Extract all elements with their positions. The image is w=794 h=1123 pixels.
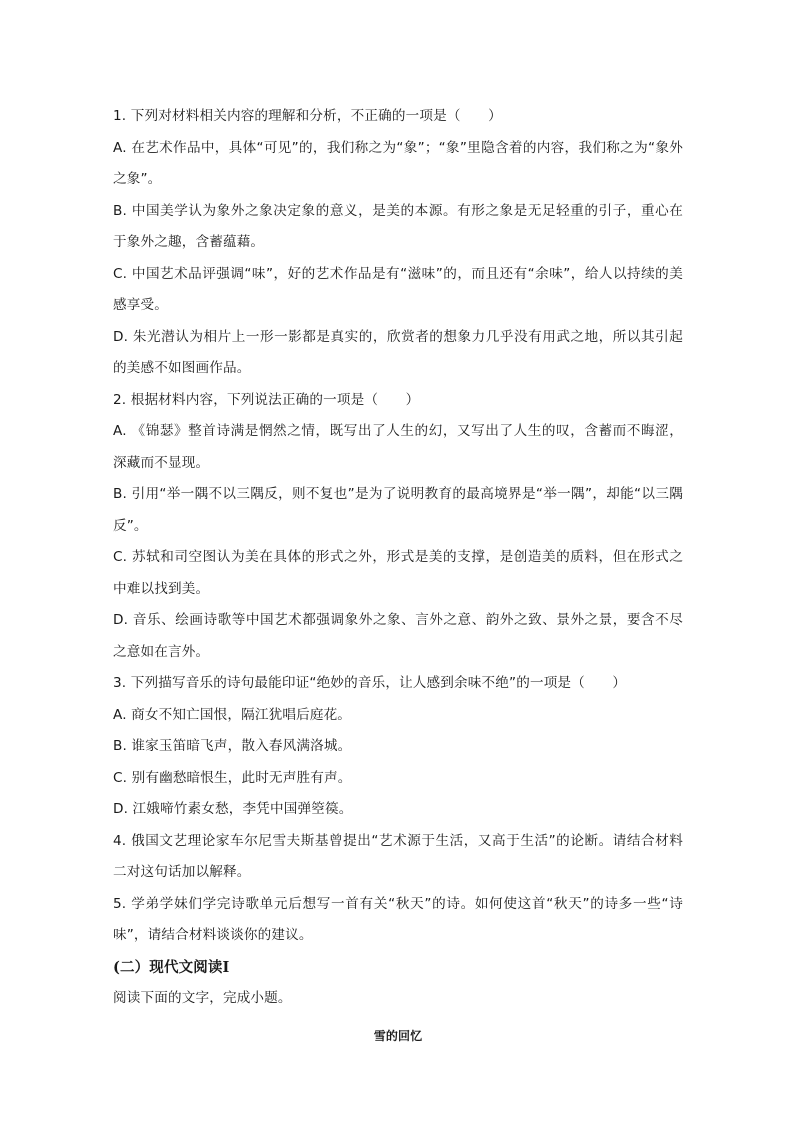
q2-option-c-line-1: C. 苏轼和司空图认为美在具体的形式之外，形式是美的支撑，是创造美的质料，但在形式之 xyxy=(113,549,683,565)
q3-option-d: D. 江娥啼竹素女愁，李凭中国弹箜篌。 xyxy=(113,801,353,817)
q1-option-b-line-2: 于象外之趣，含蓄蕴藉。 xyxy=(113,234,265,250)
q2-option-b-line-2: 反”。 xyxy=(113,517,148,534)
q2-option-a-line-1: A. 《锦瑟》整首诗满是惘然之情，既写出了人生的幻，又写出了人生的叹，含蓄而不晦涩， xyxy=(113,423,683,439)
q3-option-a: A. 商女不知亡国恨，隔江犹唱后庭花。 xyxy=(113,706,352,723)
q1-option-a-line-1: A. 在艺术作品中，具体“可见”的，我们称之为“象”；“象”里隐含着的内容，我们称之为“象外 xyxy=(113,139,683,156)
article-title: 雪的回忆 xyxy=(373,1028,423,1043)
q4-stem-line-2: 二对这句话加以解释。 xyxy=(113,864,251,880)
reading-instruction: 阅读下面的文字，完成小题。 xyxy=(113,990,292,1006)
q1-option-d-line-2: 的美感不如图画作品。 xyxy=(113,360,251,376)
q5-stem-line-2: 味”，请结合材料谈谈你的建议。 xyxy=(113,927,313,943)
q3-option-c: C. 别有幽愁暗恨生，此时无声胜有声。 xyxy=(113,769,352,786)
q3-stem-line-1: 3. 下列描写音乐的诗句最能印证“绝妙的音乐，让人感到余味不绝”的一项是（ ） xyxy=(113,675,627,691)
q1-stem-line-1: 1. 下列对材料相关内容的理解和分析，不正确的一项是（ ） xyxy=(113,108,502,124)
q5-stem-line-1: 5. 学弟学妹们学完诗歌单元后想写一首有关“秋天”的诗。如何使这首“秋天”的诗多一些“诗 xyxy=(113,895,683,912)
q2-option-d-line-1: D. 音乐、绘画诗歌等中国艺术都强调象外之象、言外之意、韵外之致、景外之景，要含不尽 xyxy=(113,612,683,628)
q2-stem-line-1: 2. 根据材料内容，下列说法正确的一项是（ ） xyxy=(113,391,420,408)
question-content xyxy=(113,101,683,1052)
q2-option-a-line-2: 深藏而不显现。 xyxy=(113,454,210,471)
q2-option-d-line-2: 之意如在言外。 xyxy=(113,643,210,660)
q1-option-a-line-2: 之象”。 xyxy=(113,171,162,187)
q2-option-c-line-2: 中难以找到美。 xyxy=(113,580,210,597)
q1-option-c-line-1: C. 中国艺术品评强调“味”，好的艺术作品是有“滋味”的，而且还有“余味”，给人以持续的美 xyxy=(113,265,683,282)
q1-option-c-line-2: 感享受。 xyxy=(113,297,168,313)
q1-option-b-line-1: B. 中国美学认为象外之象决定象的意义，是美的本源。有形之象是无足轻重的引子，重心在 xyxy=(113,202,683,219)
q4-stem-line-1: 4. 俄国文艺理论家车尔尼雪夫斯基曾提出“艺术源于生活，又高于生活”的论断。请结合材料 xyxy=(113,832,683,849)
q1-option-d-line-1: D. 朱光潜认为相片上一形一影都是真实的，欣赏者的想象力几乎没有用武之地，所以其引起 xyxy=(113,328,683,345)
q3-option-b: B. 谁家玉笛暗飞声，散入春风满洛城。 xyxy=(113,738,352,754)
q2-option-b-line-1: B. 引用“举一隅不以三隅反，则不复也”是为了说明教育的最高境界是“举一隅”，却能“以三隅 xyxy=(113,486,683,502)
section-heading: (二）现代文阅读Ⅰ xyxy=(113,958,230,976)
